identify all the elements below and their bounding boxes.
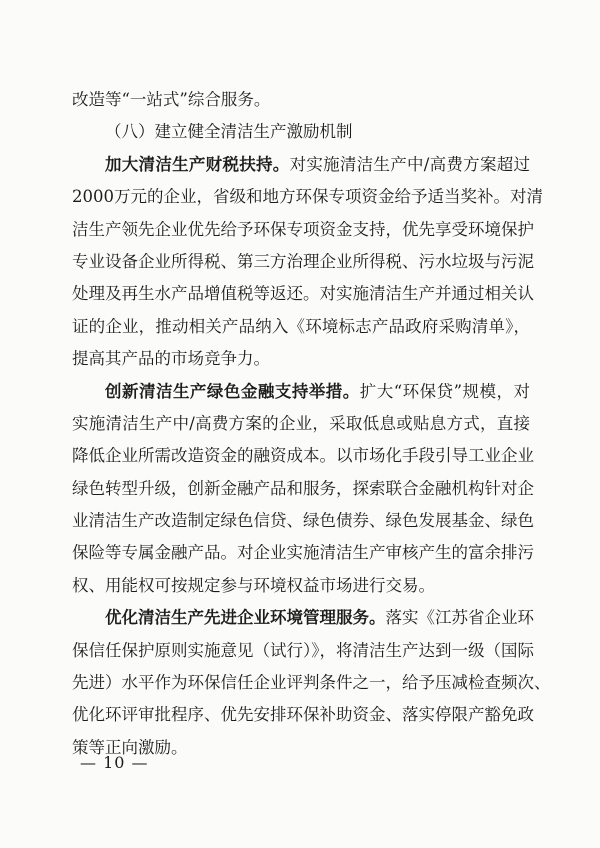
page-number: — 10 —: [80, 753, 149, 772]
text-line: 权、用能权可按规定参与环境权益市场进行交易。: [72, 575, 435, 595]
paragraph-2-line: [72, 376, 530, 408]
text-line: 2000万元的企业，省级和地方环保专项资金给予适当奖补。对清: [72, 187, 543, 207]
text-line: 保信任保护原则实施意见（试行）》，将清洁生产达到一级（国际: [72, 640, 534, 660]
paragraph-3-line: [72, 602, 534, 634]
text-line: 实施清洁生产中/高费方案的企业，采取低息或贴息方式，直接: [72, 413, 530, 433]
paragraph-1-title: 加大清洁生产财税扶持。: [105, 154, 290, 174]
text-line: 业清洁生产改造制定绿色信贷、绿色债券、绿色发展基金、绿色: [72, 511, 534, 531]
text-line: 专业设备企业所得税、第三方治理企业所得税、污水垃圾与污泥: [72, 251, 534, 271]
paragraph-1-text: 对实施清洁生产中/高费方案超过: [289, 154, 531, 174]
document-body: [72, 84, 551, 764]
text-line: 提高其产品的市场竞争力。: [72, 349, 270, 369]
text-line: 优化环评审批程序、优先安排环保补助资金、落实停限产豁免政: [72, 705, 534, 725]
text-line: 降低企业所需改造资金的融资成本。以市场化手段引导工业企业: [72, 446, 534, 466]
text-line: 处理及再生水产品增值税等返还。对实施清洁生产并通过相关认: [72, 284, 534, 304]
paragraph-1-line: [72, 149, 530, 181]
text-line: 绿色转型升级，创新金融产品和服务，探索联合金融机构针对企: [72, 478, 534, 498]
text-line: 洁生产领先企业优先给予环保专项资金支持，优先享受环境保护: [72, 219, 534, 239]
paragraph-3-title: 优化清洁生产先进企业环境管理服务。: [105, 608, 386, 628]
text-line: 保险等专属金融产品。对企业实施清洁生产审核产生的富余排污: [72, 543, 534, 563]
section-heading: （八）建立健全清洁生产激励机制: [105, 122, 353, 142]
text-line: 证的企业，推动相关产品纳入《环境标志产品政府采购清单》，: [72, 316, 530, 336]
paragraph-3-text: 落实《江苏省企业环: [385, 608, 534, 628]
text-line: 策等正向激励。: [72, 737, 188, 757]
text-line: 先进）水平作为环保信任企业评判条件之一，给予压减检查频次、: [72, 673, 551, 693]
paragraph-2-text: 扩大“环保贷”规模，对: [359, 381, 531, 401]
text-line: 改造等“一站式”综合服务。: [72, 90, 271, 109]
paragraph-2-title: 创新清洁生产绿色金融支持举措。: [105, 381, 360, 401]
